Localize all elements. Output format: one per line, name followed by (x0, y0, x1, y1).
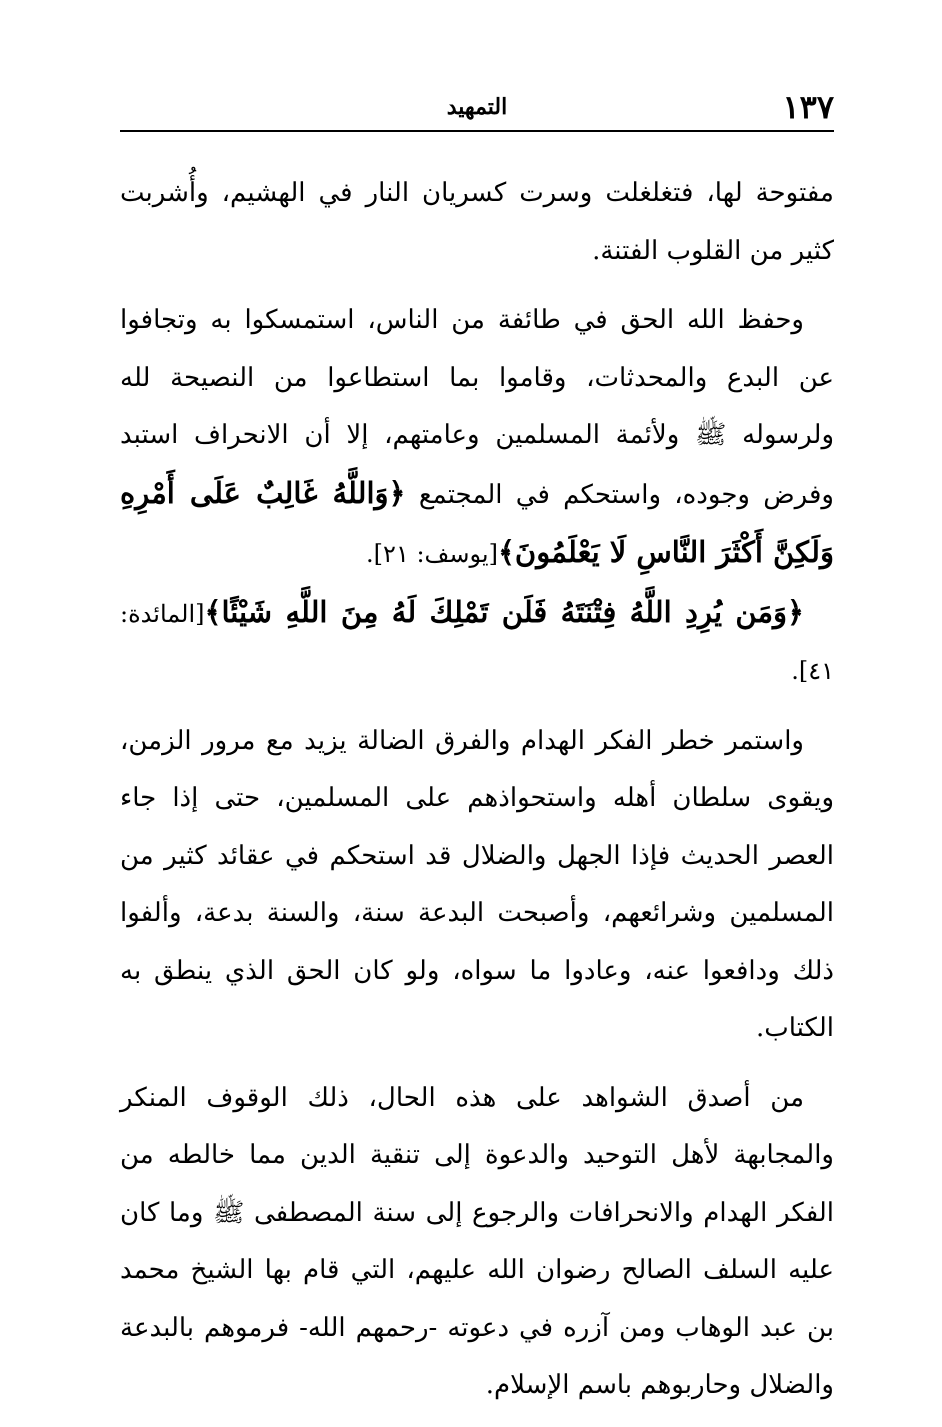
paragraph-1 (120, 165, 834, 280)
paragraph-4-text: واستمر خطر الفكر الهدام والفرق الضالة يزيد مع مرور الزمن، ويقوى سلطان أهله واستحواذهم على المسلمين، حتى إذا جاء العصر الحديث فإذا الجهل والضلال قد استحكم في عقائد كثير من المسلمين وشرائعهم، وأصبحت البدعة سنة، والسنة بدعة، وألفوا ذلك ودافعوا عنه، وعادوا ما سواه، ولو كان الحق الذي ينطق به الكتاب. (120, 725, 834, 1043)
page-number: ١٣٧ (782, 88, 834, 126)
paragraph-3 (120, 584, 834, 701)
verse-reference-maidah: [المائدة: ٤١]. (120, 599, 834, 685)
paragraph-5 (120, 1070, 834, 1415)
header-title: التمهيد (446, 94, 508, 120)
running-header (120, 88, 834, 128)
verse-reference-yusuf: [يوسف: ٢١]. (366, 540, 498, 568)
main-text (120, 165, 834, 1427)
paragraph-4 (120, 713, 834, 1058)
header-divider (120, 130, 834, 132)
paragraph-5-text: من أصدق الشواهد على هذه الحال، ذلك الوقوف المنكر والمجابهة لأهل التوحيد والدعوة إلى تنقية الدين مما خالطه من الفكر الهدام والانحرافات والرجوع إلى سنة المصطفى ﷺ وما كان عليه السلف الصالح رضوان الله عليهم، التي قام بها الشيخ محمد بن عبد الوهاب ومن آزره في دعوته -رحمهم الله- فرموهم بالبدعة والضلال وحاربوهم باسم الإسلام. (120, 1082, 834, 1400)
paragraph-2-text: وحفظ الله الحق في طائفة من الناس، استمسكوا به وتجافوا عن البدع والمحدثات، وقاموا بما استطاعوا من النصيحة لله ولرسوله ﷺ ولأئمة المسلمين وعامتهم، إلا أن الانحراف استبد وفرض وجوده، واستحكم في المجتمع (120, 305, 834, 510)
quran-verse-yusuf: ﴿وَاللَّهُ غَالِبٌ عَلَى أَمْرِهِ وَلَكِنَّ أَكْثَرَ النَّاسِ لَا يَعْلَمُونَ﴾ (120, 475, 834, 569)
quran-verse-maidah: ﴿وَمَن يُرِدِ اللَّهُ فِتْنَتَهُ فَلَن تَمْلِكَ لَهُ مِنَ اللَّهِ شَيْئًا﴾ (204, 594, 804, 629)
paragraph-2 (120, 292, 834, 584)
paragraph-1-text: مفتوحة لها، فتغلغلت وسرت كسريان النار في الهشيم، وأُشربت كثير من القلوب الفتنة. (120, 178, 834, 266)
